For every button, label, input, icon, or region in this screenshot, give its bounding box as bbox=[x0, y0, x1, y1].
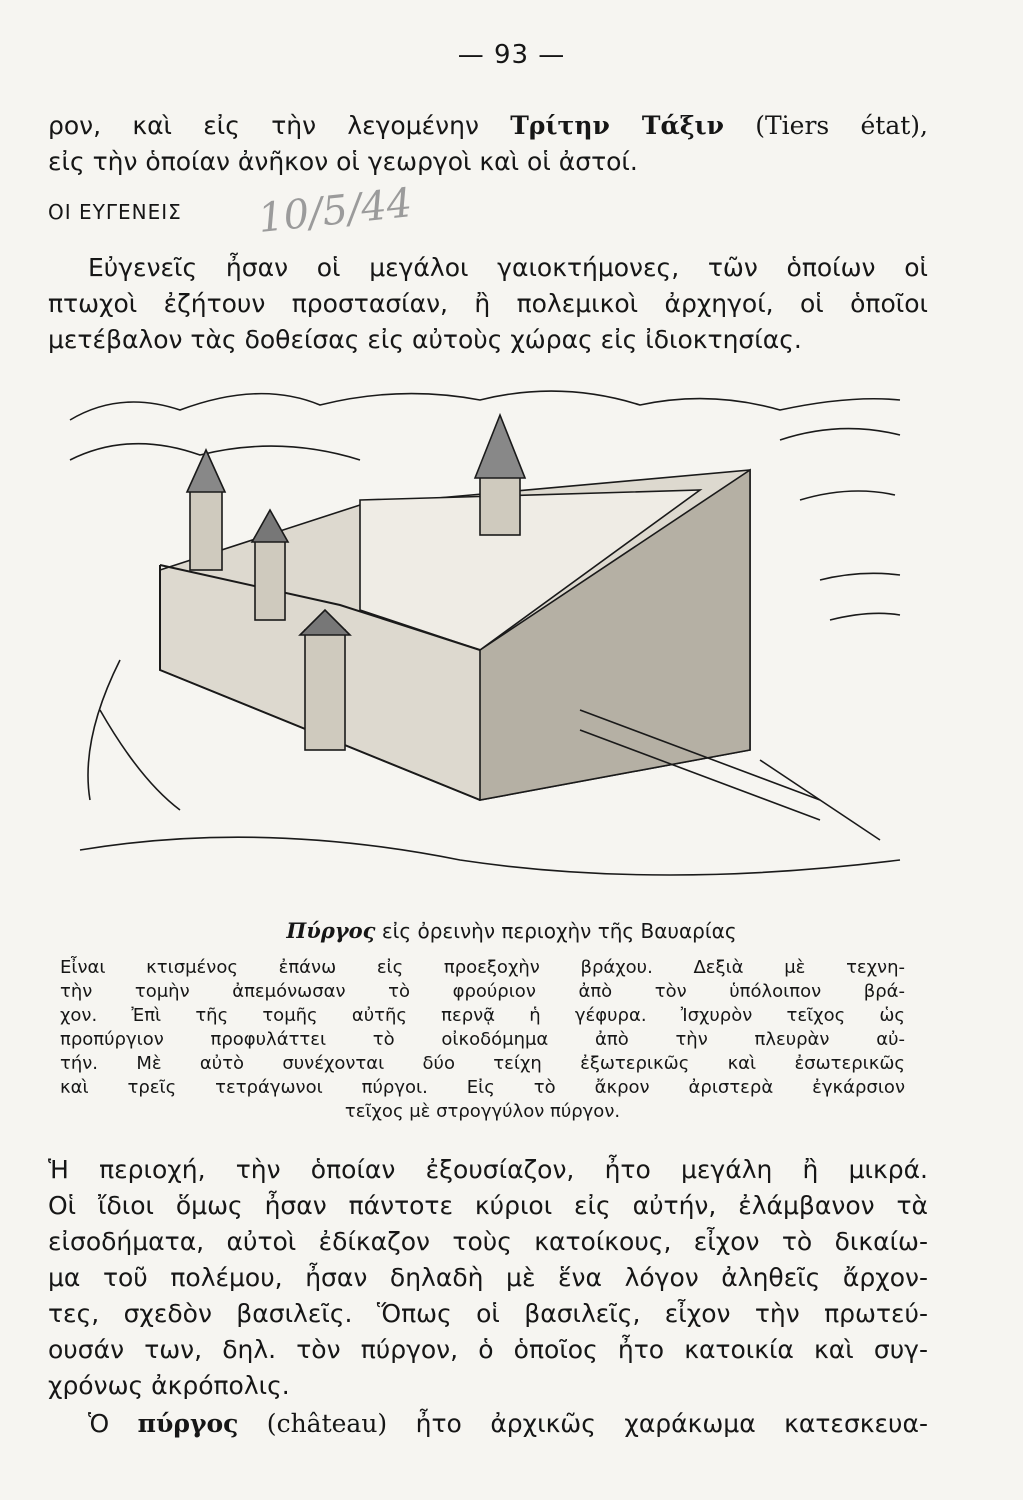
territory-line: ουσάν των, δηλ. τὸν πύργον, ὁ ὁποῖος ἦτο κατοικία καὶ συγ- bbox=[48, 1335, 928, 1364]
intro-line-2: εἰς τὴν ὁποίαν ἀνῆκον οἱ γεωργοὶ καὶ οἱ ἀστοί. bbox=[48, 147, 638, 176]
territory-line: Ἡ περιοχή, τὴν ὁποίαν ἐξουσίαζον, ἦτο μεγάλη ἢ μικρά. bbox=[48, 1155, 928, 1184]
nobles-line: Εὐγενεῖς ἦσαν οἱ μεγάλοι γαιοκτήμονες, τῶν ὁποίων οἱ bbox=[88, 253, 928, 282]
page-number: — 93 — bbox=[457, 40, 566, 70]
territory-line: χρόνως ἀκρόπολις. bbox=[48, 1371, 290, 1400]
territory-line: Οἱ ἴδιοι ὅμως ἦσαν πάντοτε κύριοι εἰς αὐτήν, ἐλάμβανον τὰ bbox=[48, 1191, 928, 1220]
tiers-etat-term: Τρίτην Τάξιν bbox=[510, 111, 724, 140]
caption-line: χον. Ἐπὶ τῆς τομῆς αὐτῆς περνᾷ ἡ γέφυρα. Ἰσχυρὸν τεῖχος ὡς bbox=[60, 1005, 905, 1026]
nobles-line: μετέβαλον τὰς δοθείσας εἰς αὐτοὺς χώρας εἰς ἰδιοκτησίας. bbox=[48, 325, 802, 354]
caption-line: τεῖχος μὲ στρογγύλον πύργον. bbox=[344, 1101, 621, 1122]
caption-line: τήν. Μὲ αὐτὸ συνέχονται δύο τείχη ἐξωτερικῶς καὶ ἐσωτερικῶς bbox=[60, 1053, 905, 1074]
intro-paragraph bbox=[48, 108, 928, 180]
territory-paragraph bbox=[48, 1152, 928, 1404]
territory-line: μα τοῦ πολέμου, ἦσαν δηλαδὴ μὲ ἕνα λόγον ἀληθεῖς ἄρχον- bbox=[48, 1263, 928, 1292]
caption-line: καὶ τρεῖς τετράγωνοι πύργοι. Εἰς τὸ ἄκρον ἀριστερὰ ἐγκάρσιον bbox=[60, 1077, 905, 1098]
castle-line: Ὁ πύργος (château) ἦτο ἀρχικῶς χαράκωμα κατεσκευα- bbox=[88, 1409, 928, 1438]
caption-line: Εἶναι κτισμένος ἐπάνω εἰς προεξοχὴν βράχου. Δεξιὰ μὲ τεχνη- bbox=[60, 957, 905, 978]
territory-line: τες, σχεδὸν βασιλεῖς. Ὅπως οἱ βασιλεῖς, εἶχον τὴν πρωτεύ- bbox=[48, 1299, 928, 1328]
castle-paragraph bbox=[48, 1406, 928, 1442]
caption-line: προπύργιον προφυλάττει τὸ οἰκοδόμημα ἀπὸ τὴν πλευρὰν αὐ- bbox=[60, 1029, 905, 1050]
nobles-line: πτωχοὶ ἐζήτουν προστασίαν, ἢ πολεμικοὶ ἀρχηγοί, οἱ ὁποῖοι bbox=[48, 289, 928, 318]
section-heading: ΟΙ ΕΥΓΕΝΕΙΣ bbox=[48, 200, 182, 224]
territory-line: εἰσοδήματα, αὐτοὶ ἐδίκαζον τοὺς κατοίκους, εἶχον τὸ δικαίω- bbox=[48, 1227, 928, 1256]
nobles-paragraph bbox=[48, 250, 928, 358]
intro-line-1: ρον, καὶ εἰς τὴν λεγομένην Τρίτην Τάξιν (Tiers état), bbox=[48, 111, 929, 140]
handwritten-date-note: 10/5/44 bbox=[256, 180, 415, 242]
castle-illustration bbox=[60, 380, 910, 900]
figure-caption-body bbox=[60, 956, 905, 1124]
castle-drawing bbox=[80, 415, 900, 875]
castle-term: πύργος bbox=[137, 1409, 239, 1438]
caption-line: τὴν τομὴν ἀπεμόνωσαν τὸ φρούριον ἀπὸ τὸν ὑπόλοιπον βρά- bbox=[60, 981, 905, 1002]
figure-caption-title: Πύργος εἰς ὀρεινὴν περιοχὴν τῆς Βαυαρίας bbox=[286, 918, 737, 943]
